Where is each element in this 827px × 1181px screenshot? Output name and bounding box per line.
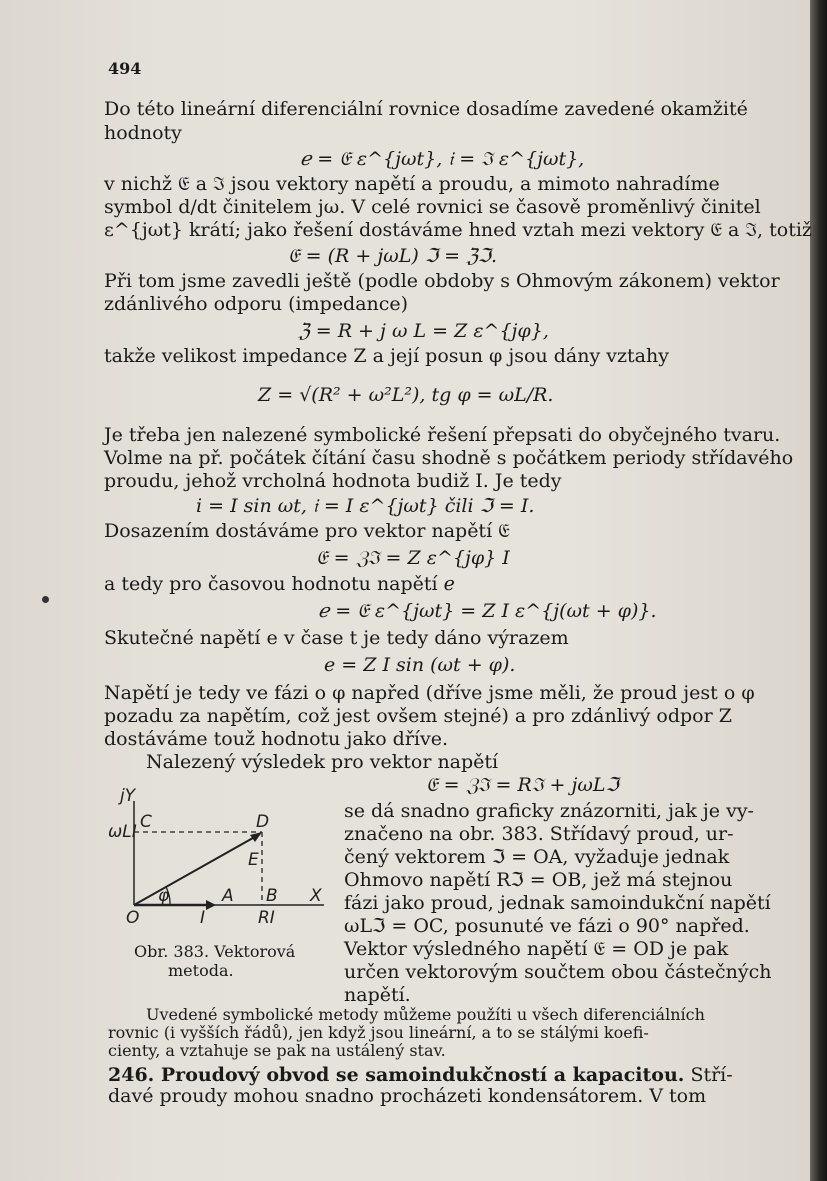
equation-vector-relation: 𝔈 = (R + jωL) ℑ = ℨℑ.: [288, 245, 498, 267]
section-heading: 246. Proudový obvod se samoindukčností a kapacitou.: [108, 1064, 685, 1086]
note-line-3: cienty, a vztahuje se pak na ustálený stav.: [108, 1041, 446, 1060]
text-line-8: Při tom jsme zavedli ještě (podle obdoby s Ohmovým zákonem) vektor: [104, 270, 780, 292]
text-line-17: Dosazením dostáváme pro vektor napětí 𝔈: [104, 520, 510, 542]
equation-voltage-vector: 𝔈 = ℨℑ = Z ε^{jφ} I: [316, 547, 510, 569]
text-line-14: Volme na př. počátek čítání času shodně s počátkem periody střídavého: [104, 447, 794, 469]
label-wli: ωLI: [108, 822, 137, 842]
note-line-1: Uvedené symbolické metody můžeme použíti u všech diferenciálních: [146, 1005, 705, 1024]
text-line-13: Je třeba jen nalezené symbolické řešení přepsati do obyčejného tvaru.: [104, 424, 781, 446]
text-line-1: Do této lineární diferenciální rovnice dosadíme zavedené okamžité: [104, 98, 748, 120]
equation-substitution: ℯ = 𝔈 ε^{jωt}, 𝔦 = ℑ ε^{jωt},: [300, 148, 585, 170]
label-x: X: [310, 886, 322, 906]
text-line-4: v nichž 𝔈 a ℑ jsou vektory napětí a proudu, a mimoto nahradíme: [104, 173, 720, 195]
text-line-34: Vektor výsledného napětí 𝔈 = OD je pak: [344, 938, 729, 960]
vector-diagram: [108, 786, 332, 942]
section-line-2: davé proudy mohou snadno procházeti kondensátorem. V tom: [108, 1085, 707, 1107]
text-line-11: takže velikost impedance Z a její posun φ jsou dány vztahy: [104, 345, 669, 367]
vector-diagram-svg: [108, 786, 332, 942]
label-c: C: [140, 812, 152, 832]
equation-result: 𝔈 = ℨℑ = Rℑ + jωLℑ: [426, 774, 619, 796]
text-line-21: Skutečné napětí e v čase t je tedy dáno výrazem: [104, 627, 569, 649]
text-line-26: Nalezený výsledek pro vektor napětí: [146, 751, 499, 773]
text-line-36: napětí.: [344, 984, 411, 1006]
equation-current: i = I sin ωt, 𝔦 = I ε^{jωt} čili ℑ = I.: [196, 495, 535, 517]
label-d: D: [256, 812, 270, 832]
text-line-30: čený vektorem ℑ = OA, vyžaduje jednak: [344, 846, 730, 868]
text-line-29: značeno na obr. 383. Střídavý proud, ur-: [344, 823, 734, 845]
section-text-start: Stří-: [690, 1064, 733, 1086]
text-line-33: ωLℑ = OC, posunuté ve fázi o 90° napřed.: [344, 915, 750, 937]
text-line-19: a tedy pro časovou hodnotu napětí ℯ: [104, 573, 455, 595]
text-line-28: se dá snadno graficky znázorniti, jak je vy-: [344, 800, 754, 822]
vector-od-arrow: [250, 832, 262, 842]
section-first-line: [108, 1064, 733, 1086]
text-line-9: zdánlivého odporu (impedance): [104, 293, 409, 315]
text-line-6: ε^{jωt} krátí; jako řešení dostáváme hned vztah mezi vektory 𝔈 a ℑ, totiž: [104, 219, 812, 241]
label-jy: jY: [120, 786, 136, 806]
text-line-35: určen vektorovým součtem obou částečných: [344, 961, 772, 983]
vector-oa-arrow: [206, 900, 216, 910]
label-b: B: [266, 886, 278, 906]
label-o: O: [126, 908, 140, 928]
label-i: I: [200, 908, 206, 928]
vector-od: [134, 834, 260, 905]
page-edge-shadow: [810, 0, 827, 1181]
note-line-2: rovnic (i vyšších řádů), jen když jsou lineární, a to se stálými koefi-: [108, 1023, 649, 1042]
equation-impedance: ℨ = R + j ω L = Z ε^{jφ},: [298, 320, 549, 342]
text-line-2: hodnoty: [104, 122, 182, 144]
page-number: 494: [108, 59, 142, 78]
text-line-31: Ohmovo napětí Rℑ = OB, jež má stejnou: [344, 869, 733, 891]
equation-magnitude-phase: Z = √(R² + ω²L²), tg φ = ωL/R.: [258, 384, 554, 406]
label-a: A: [222, 886, 234, 906]
label-ri: RI: [258, 908, 275, 928]
text-line-15: proudu, jehož vrcholná hodnota budiž I. Je tedy: [104, 470, 562, 492]
figure-caption-line-2: metoda.: [168, 961, 234, 980]
label-phi: φ: [158, 886, 170, 906]
equation-instant-voltage: ℯ = 𝔈 ε^{jωt} = Z I ε^{j(ωt + φ)}.: [318, 600, 657, 622]
margin-mark: [42, 596, 49, 603]
figure-caption-line-1: Obr. 383. Vektorová: [134, 942, 296, 961]
label-e: E: [248, 850, 259, 870]
text-line-23: Napětí je tedy ve fázi o φ napřed (dříve jsme měli, že proud jest o φ: [104, 682, 755, 704]
text-line-5: symbol d/dt činitelem jω. V celé rovnici se časově proměnlivý činitel: [104, 196, 761, 218]
text-line-24: pozadu za napětím, což jest ovšem stejné) a pro zdánlivý odpor Z: [104, 705, 732, 727]
equation-real-voltage: e = Z I sin (ωt + φ).: [324, 654, 516, 676]
text-line-32: fázi jako proud, jednak samoindukční napětí: [344, 892, 771, 914]
text-line-25: dostáváme touž hodnotu jako dříve.: [104, 728, 449, 750]
